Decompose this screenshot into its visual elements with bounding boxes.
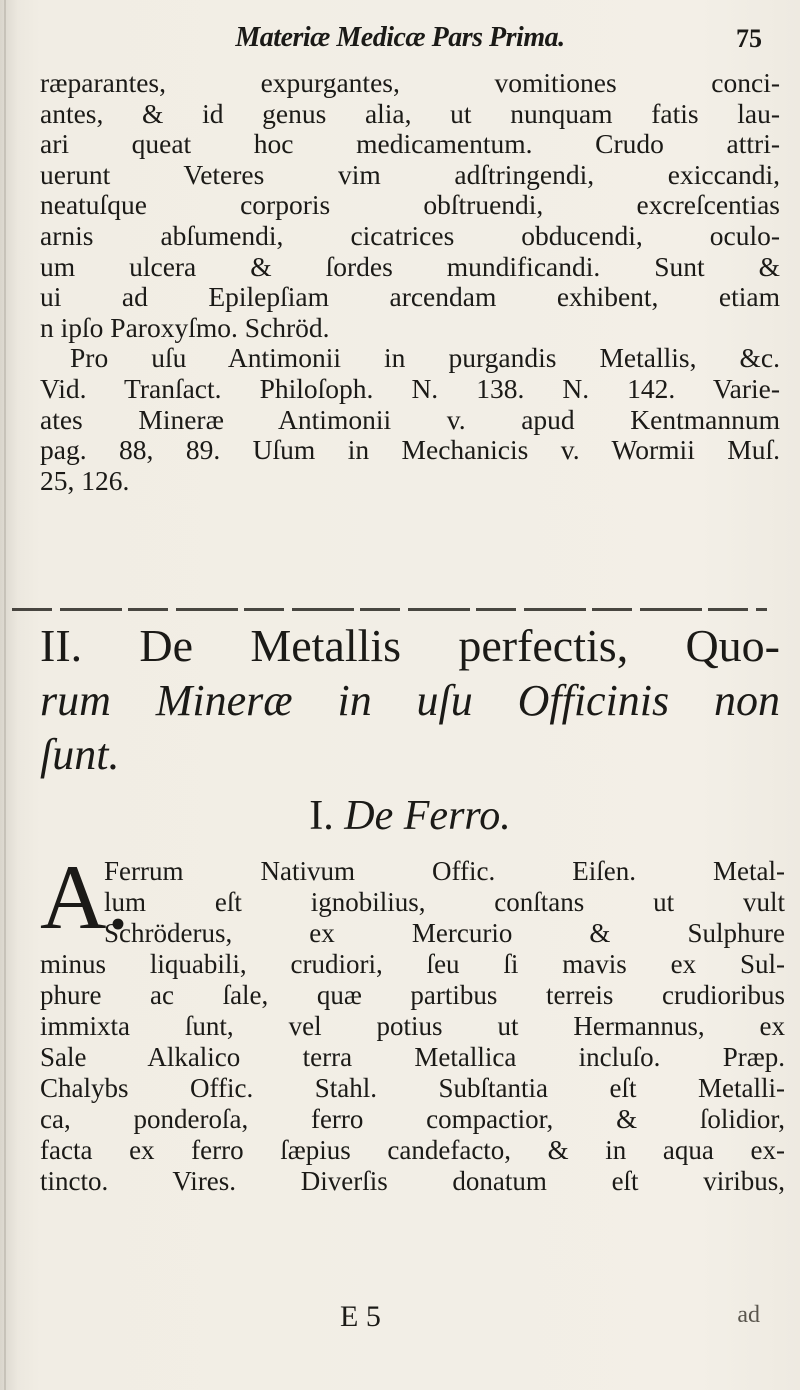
text-line: uerunt Veteres vim adſtringendi, exiccandi, [40, 159, 780, 190]
page-gutter-edge [4, 0, 6, 1390]
text-line: ui ad Epilepſiam arcendam exhibent, etiam [40, 282, 780, 313]
paragraph-antimony-uses [40, 68, 780, 496]
section-heading-line: II. De Metallis perfectis, Quo- [40, 620, 780, 671]
running-title: Materiæ Medicæ Pars Prima. [235, 22, 565, 53]
text-line: n ipſo Paroxyſmo. Schröd. [40, 312, 330, 343]
section-heading [40, 618, 780, 782]
text-line: Vid. Tranſact. Philoſoph. N. 138. N. 142. Varie- [40, 373, 780, 404]
signature-mark: E 5 [340, 1300, 381, 1333]
page-header [0, 22, 800, 62]
subsection-heading [40, 790, 780, 842]
text-line: ræparantes, expurgantes, vomitiones conci- [40, 68, 780, 98]
text-line: minus liquabili, crudiori, ſeu ſi mavis ex Sul- [40, 949, 785, 979]
paragraph-de-ferro [40, 846, 785, 1197]
text-line: lum eſt ignobilius, conſtans ut vult [104, 887, 785, 917]
text-line: Sale Alkalico terra Metallica incluſo. Præp. [40, 1042, 785, 1072]
subsection-number: I. [309, 793, 334, 839]
text-line: arnis abſumendi, cicatrices obducendi, oculo- [40, 220, 780, 251]
text-line: ates Mineræ Antimonii v. apud Kentmannum [40, 404, 780, 435]
text-line: neatuſque corporis obſtruendi, excreſcentias [40, 190, 780, 221]
text-line: Ferrum Nativum Offic. Eiſen. Metal- [104, 856, 785, 886]
section-heading-line: rum Mineræ in uſu Officinis non [40, 676, 780, 725]
section-heading-line: ſunt. [40, 730, 120, 779]
drop-cap: A. [40, 846, 130, 948]
text-line: Pro uſu Antimonii in purgandis Metallis, &c. [70, 343, 780, 374]
page-footer [0, 1300, 800, 1336]
text-line: tincto. Vires. Diverſis donatum eſt viribus, [40, 1166, 785, 1196]
text-line: um ulcera & ſordes mundificandi. Sunt & [40, 251, 780, 282]
text-line: ari queat hoc medicamentum. Crudo attri- [40, 129, 780, 160]
text-line: Schröderus, ex Mercurio & Sulphure [104, 918, 785, 948]
page-number: 75 [736, 24, 762, 53]
catchword: ad [737, 1302, 760, 1328]
text-line: immixta ſunt, vel potius ut Hermannus, ex [40, 1011, 785, 1041]
text-line: ca, ponderoſa, ferro compactior, & ſolidior, [40, 1104, 785, 1134]
subsection-title: De Ferro. [344, 793, 511, 839]
text-line: phure ac ſale, quæ partibus terreis crudioribus [40, 980, 785, 1010]
text-line: facta ex ferro ſæpius candefacto, & in aqua ex- [40, 1135, 785, 1165]
text-line: pag. 88, 89. Uſum in Mechanicis v. Wormii Muſ. [40, 435, 780, 466]
text-line: Chalybs Offic. Stahl. Subſtantia eſt Metalli- [40, 1073, 785, 1103]
text-line: 25, 126. [40, 465, 130, 496]
text-line: antes, & id genus alia, ut nunquam fatis lau- [40, 98, 780, 129]
section-divider-rule [12, 608, 767, 611]
